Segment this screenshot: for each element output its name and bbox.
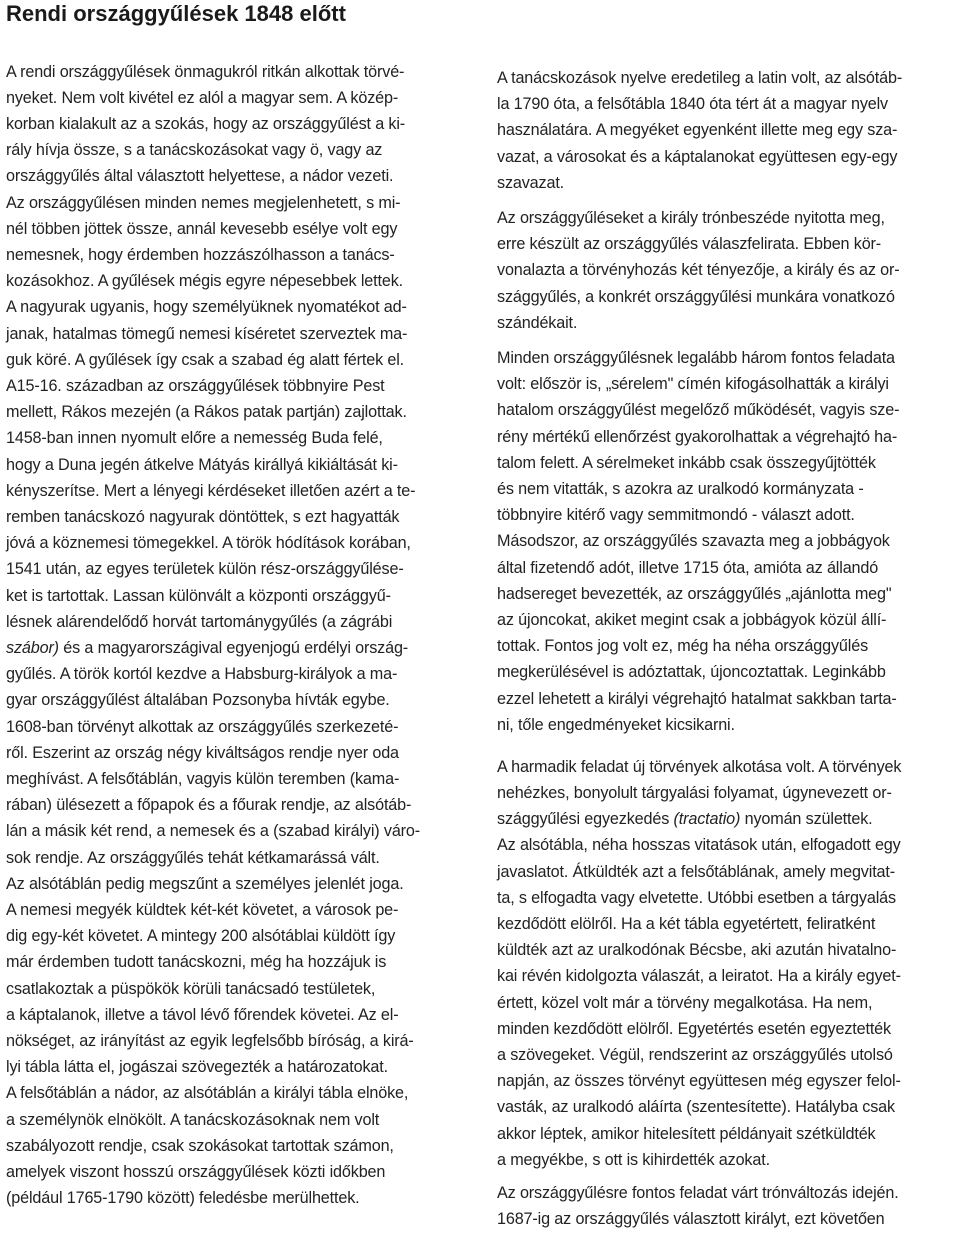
left-text-line: 1608-ban törvényt alkottak az országgyűlés szerkezeté- [6, 718, 399, 736]
right-text-line: nehézkes, bonyolult tárgyalási folyamat, úgynevezett or- [497, 784, 892, 802]
right-text-line: Minden országgyűlésnek legalább három fontos feladata [497, 349, 895, 367]
right-text-line: Az országgyűlésre fontos feladat várt trónváltozás idején. [497, 1184, 899, 1202]
left-text-line: nemesnek, hogy érdemben hozzászólhasson a tanács- [6, 246, 395, 264]
right-text-line: A harmadik feladat új törvények alkotása volt. A törvények [497, 758, 902, 776]
right-text-line: minden kezdődött elölről. Egyetértés esetén egyeztették [497, 1020, 891, 1038]
right-text-line: szavazat. [497, 174, 565, 192]
page-title: Rendi országgyűlések 1848 előtt [6, 1, 346, 26]
left-text-line: kényszerítse. Mert a lényegi kérdéseket illetően azért a te- [6, 482, 416, 500]
italic-term: szábor) [6, 639, 59, 657]
left-text-line: gyűlés. A török kortól kezdve a Habsburg-királyok a ma- [6, 665, 398, 683]
right-text-line: ta, s elfogadta vagy elvetette. Utóbbi esetben a tárgyalás [497, 889, 896, 907]
left-text-line: korban kialakult az a szokás, hogy az országgyűlést a ki- [6, 115, 406, 133]
right-text-line: kai révén kidolgozta válaszát, a leiratot. Ha a király egyet- [497, 967, 901, 985]
left-text-line: Az alsótáblán pedig megszűnt a személyes jelenlét joga. [6, 875, 404, 893]
left-text-line: A15-16. században az országgyűlések többnyire Pest [6, 377, 385, 395]
right-text-line: az újoncokat, akiket megint csak a jobbágyok közül állí- [497, 611, 887, 629]
left-text-line: 1458-ban innen nyomult előre a nemesség Buda felé, [6, 429, 383, 447]
right-text-line: a szövegeket. Végül, rendszerint az országgyűlés utolsó [497, 1046, 893, 1064]
left-text-line: dig egy-két követet. A mintegy 200 alsótáblai küldött így [6, 927, 396, 945]
left-text-line: a káptalanok, illetve a távol lévő főrendek követei. Az el- [6, 1006, 399, 1024]
left-text-line: nél többen jöttek össze, annál kevesebb esélye volt egy [6, 220, 398, 238]
left-text-line: rály hívja össze, s a tanácskozásokat vagy ö, vagy az [6, 141, 383, 159]
left-text-line: országgyűlés által választott helyettese, a nádor vezeti. [6, 167, 394, 185]
right-text-line: Az országgyűléseket a király trónbeszéde nyitotta meg, [497, 209, 885, 227]
right-text-line: szággyűlési egyezkedés (tractatio) nyomán születtek. [497, 810, 873, 828]
right-text-line: küldték azt az uralkodónak Bécsbe, aki azután hivatalno- [497, 941, 897, 959]
right-text-line: napján, az összes törvényt együttesen még egyszer felol- [497, 1072, 901, 1090]
left-text-line: A nemesi megyék küldtek két-két követet, a városok pe- [6, 901, 399, 919]
right-text-line: talom felett. A sérelmeket inkább csak összegyűjtötték [497, 454, 876, 472]
left-text-line: mellett, Rákos mezején (a Rákos patak partján) zajlottak. [6, 403, 407, 421]
right-text-line: ni, tőle engedményeket kicsikarni. [497, 716, 735, 734]
left-text-line: gyar országgyűlést általában Pozsonyba hívták egybe. [6, 691, 390, 709]
right-text-line: Az alsótábla, néha hosszas vitatások után, elfogadott egy [497, 836, 901, 854]
left-text-line: meghívást. A felsőtáblán, vagyis külön teremben (kama- [6, 770, 400, 788]
left-text-line: Az országgyűlésen minden nemes megjelenhetett, s mi- [6, 194, 401, 212]
right-text-line: tottak. Fontos jog volt ez, még ha néha országgyűlés [497, 637, 869, 655]
italic-term: (tractatio) [673, 810, 741, 828]
left-text-line: guk köré. A gyűlések így csak a szabad ég alatt fértek el. [6, 351, 405, 369]
left-text-line: (például 1765-1790 között) feledésbe merülhettek. [6, 1189, 360, 1207]
right-text-line: hatalom országgyűlést megelőző működését, vagyis sze- [497, 401, 900, 419]
left-text-line: A rendi országgyűlések önmagukról ritkán alkottak törvé- [6, 63, 405, 81]
left-text-line: kozásokhoz. A gyűlések mégis egyre népesebbek lettek. [6, 272, 403, 290]
left-text-line: már érdemben tudott tanácskozni, még ha hozzájuk is [6, 953, 387, 971]
right-text-line: és nem vitatták, s azokra az uralkodó kormányzata - [497, 480, 864, 498]
right-text-line: vasták, az uralkodó aláírta (szentesítette). Hatályba csak [497, 1098, 895, 1116]
left-text-line: csatlakoztak a püspökök körüli tanácsadó testületek, [6, 980, 376, 998]
left-text-line: remben tanácskozó nagyurak döntöttek, s ezt hagyatták [6, 508, 400, 526]
right-text-line: szándékait. [497, 314, 578, 332]
left-text-line: jóvá a köznemesi tömegekkel. A török hódítások korában, [6, 534, 411, 552]
left-text-line: lyi tábla látta el, jogászai szövegezték a határozatokat. [6, 1058, 388, 1076]
right-text-line: A tanácskozások nyelve eredetileg a latin volt, az alsótáb- [497, 69, 903, 87]
left-text-line: sok rendje. Az országgyűlés tehát kétkamarássá vált. [6, 849, 380, 867]
right-text-line: kezdődött elölről. Ha a két tábla egyetértett, feliratként [497, 915, 876, 933]
right-text-line: la 1790 óta, a felsőtábla 1840 óta tért át a magyar nyelv [497, 95, 889, 113]
right-text-line: 1687-ig az országgyűlés választott királyt, ezt követően [497, 1210, 885, 1228]
right-text-line: által fizetendő adót, illetve 1715 óta, amióta az állandó [497, 559, 879, 577]
left-text-line: nyeket. Nem volt kivétel ez alól a magyar sem. A közép- [6, 89, 399, 107]
right-text-line: szággyűlés, a konkrét országgyűlési munkára vonatkozó [497, 288, 895, 306]
right-text-line: akkor léptek, amikor hitelesített példányait szétküldték [497, 1125, 876, 1143]
left-text-line: ről. Eszerint az ország négy kiváltságos rendje nyer oda [6, 744, 399, 762]
right-text-line: többnyire kitérő vagy semmitmondó - választ adott. [497, 506, 855, 524]
left-text-line: ket is tartottak. Lassan különvált a központi országgyű- [6, 587, 391, 605]
left-text-line: lán a másik két rend, a nemesek és a (szabad királyi) váro- [6, 822, 421, 840]
left-text-line: rában) ülésezett a főpapok és a főurak rendje, az alsótáb- [6, 796, 412, 814]
right-text-line: értett, közel volt már a törvény megalkotása. Ha nem, [497, 994, 873, 1012]
left-text-line: A felsőtáblán a nádor, az alsótáblán a királyi tábla elnöke, [6, 1084, 409, 1102]
left-text-line: nökséget, az irányítást az egyik legfelsőbb bíróság, a kirá- [6, 1032, 414, 1050]
left-text-line: lésnek alárendelődő horvát tartománygyűlés (a zágrábi [6, 613, 393, 631]
right-text-line: rény mértékű ellenőrzést gyakorolhattak a végrehajtó ha- [497, 428, 898, 446]
right-text-line: vazat, a városokat és a káptalanokat együttesen egy-egy [497, 148, 898, 166]
right-text-line: a megyékbe, s ott is kihirdették azokat. [497, 1151, 770, 1169]
left-text-line: A nagyurak ugyanis, hogy személyüknek nyomatékot ad- [6, 298, 407, 316]
right-text-line: javaslatot. Átküldték azt a felsőtáblának, amely megvitat- [497, 863, 895, 881]
left-text-line: szabályozott rendje, csak szokásokat tartottak számon, [6, 1137, 394, 1155]
left-text-line: janak, hatalmas tömegű nemesi kíséretet szerveztek ma- [6, 325, 408, 343]
right-text-line: erre készült az országgyűlés válaszfelirata. Ebben kör- [497, 235, 882, 253]
right-text-line: használatára. A megyéket egyenként illette meg egy sza- [497, 121, 898, 139]
right-text-line: megkerülésével is adóztattak, újoncoztattak. Leginkább [497, 663, 886, 681]
right-text-line: hadsereget bevezették, az országgyűlés „ajánlotta meg" [497, 585, 892, 603]
right-text-line: Másodszor, az országgyűlés szavazta meg a jobbágyok [497, 532, 890, 550]
left-text-line: amelyek viszont hosszú országgyűlések közti időkben [6, 1163, 386, 1181]
left-text-line: szábor) és a magyarországival egyenjogú erdélyi ország- [6, 639, 409, 657]
right-text-line: ezzel lehetett a királyi végrehajtó hatalmat sakkban tarta- [497, 690, 897, 708]
left-text-line: hogy a Duna jegén átkelve Mátyás királlyá kikiáltását ki- [6, 456, 398, 474]
right-text-line: vonalazta a törvényhozás két tényezője, a király és az or- [497, 261, 900, 279]
left-text-line: a személynök elnökölt. A tanácskozásoknak nem volt [6, 1111, 380, 1129]
left-text-line: 1541 után, az egyes területek külön rész-országgyűlése- [6, 560, 404, 578]
right-text-line: volt: először is, „sérelem" címén kifogásolhatták a királyi [497, 375, 889, 393]
